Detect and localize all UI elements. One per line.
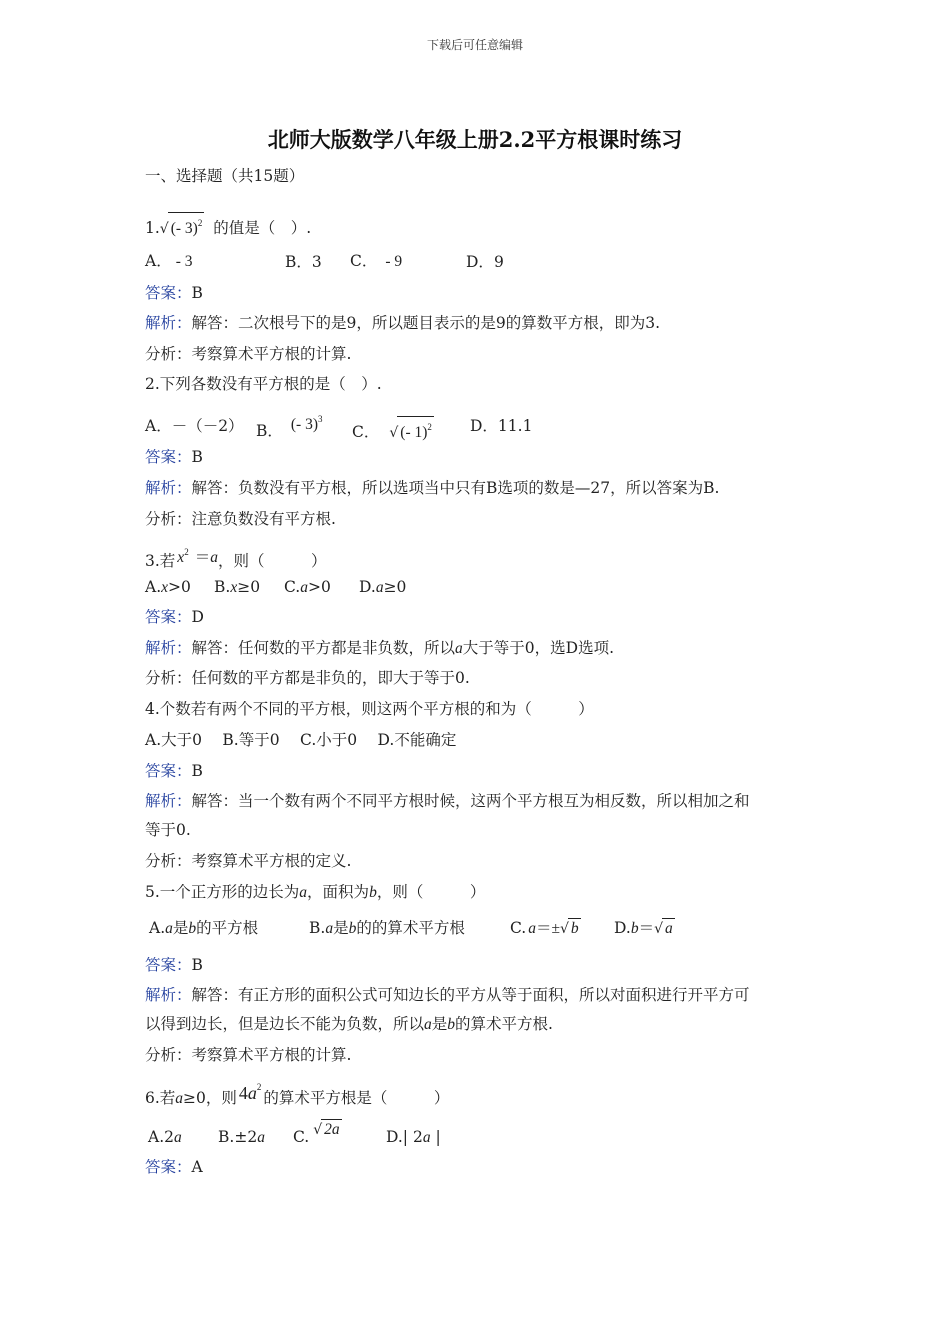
sqrt-sign: √	[560, 921, 569, 937]
q1-option-b: B．3	[285, 253, 322, 271]
sqrt-sign: √	[389, 425, 399, 441]
question-2: 2.下列各数没有平方根的是（ ）.	[145, 375, 382, 393]
q6-option-d: D.| 2a |	[386, 1128, 441, 1146]
question-1	[145, 212, 311, 239]
q1-radicand: (- 3)$^2$	[168, 212, 205, 239]
q6-option-b: B.±2a	[218, 1128, 265, 1146]
q2-option-b: B． (- 3)$^3$	[256, 414, 323, 440]
q1-stem: 的值是（ ）.	[213, 219, 312, 237]
q3-option-c: C.a>0	[284, 578, 331, 596]
q5-option-d: D.b＝√ a	[614, 919, 673, 937]
sqrt-sign: √	[654, 921, 663, 937]
q5-note: 分析：考察算术平方根的计算.	[145, 1046, 352, 1064]
q4-options: A.大于0 B.等于0 C.小于0 D.不能确定	[145, 731, 457, 749]
q5-analysis: 解析：解答：有正方形的面积公式可知边长的平方从等于面积，所以对面积进行开平方可	[145, 986, 750, 1004]
q1-answer: 答案：B	[145, 284, 203, 302]
q4-analysis: 解析：解答：当一个数有两个不同平方根时候，这两个平方根互为相反数，所以相加之和	[145, 792, 750, 810]
document-title: 北师大版数学八年级上册2.2平方根课时练习	[267, 127, 683, 152]
q6-option-c: C. √ 2a	[293, 1121, 340, 1146]
sqrt-sign: √	[159, 221, 169, 237]
q4-answer: 答案：B	[145, 762, 203, 780]
section-heading: 一、选择题（共15题）	[145, 167, 305, 185]
sqrt-sign: √	[313, 1122, 323, 1138]
q5-analysis-cont: 以得到边长，但是边长不能为负数，所以a是b的算术平方根.	[145, 1015, 553, 1033]
q5-option-a: A.a是b的平方根	[149, 919, 259, 937]
q2-analysis: 解析：解答：负数没有平方根，所以选项当中只有B选项的数是—27，所以答案为B.	[145, 479, 720, 497]
question-5: 5.一个正方形的边长为a，面积为b，则（ ）	[145, 883, 486, 901]
question-6: 6.若a≥0，则 $4a^2$的算术平方根是（ ）	[145, 1082, 450, 1107]
q1-analysis: 解析：解答：二次根号下的是9，所以题目表示的是9的算数平方根，即为3.	[145, 314, 661, 332]
q3-answer: 答案：D	[145, 608, 204, 626]
q2-option-d: D．11.1	[470, 417, 533, 435]
q3-note: 分析：任何数的平方都是非负的，即大于等于0.	[145, 669, 470, 687]
q1-option-d: D．9	[466, 253, 504, 271]
q1-option-a: A． - 3	[145, 252, 193, 270]
q2-c-radicand: (- 1)$^2$	[397, 416, 434, 443]
q2-answer: 答案：B	[145, 448, 203, 466]
q2-option-a: A．－（－2）	[145, 417, 244, 435]
q5-option-c: C. a＝±√ b	[510, 919, 579, 937]
q6-answer: 答案：A	[145, 1158, 203, 1176]
page-header: 下载后可任意编辑	[426, 38, 523, 52]
q2-note: 分析：注意负数没有平方根.	[145, 510, 336, 528]
q4-analysis-cont: 等于0.	[145, 821, 191, 839]
question-4: 4.个数若有两个不同的平方根，则这两个平方根的和为（ ）	[145, 700, 594, 718]
q5-answer: 答案：B	[145, 956, 203, 974]
q1-number: 1.	[145, 219, 160, 237]
q6-option-a: A.2a	[148, 1128, 182, 1146]
q3-analysis: 解析：解答：任何数的平方都是非负数，所以a大于等于0，选D选项.	[145, 639, 614, 657]
q3-option-b: B.x≥0	[214, 578, 261, 596]
q1-note: 分析：考察算术平方根的计算.	[145, 345, 352, 363]
q5-option-b: B.a是b的的算术平方根	[309, 919, 465, 937]
question-3: 3.若 $x^2 =a$，则（ ）	[145, 547, 327, 570]
q2-option-c: C． √ (- 1)$^2$	[352, 416, 434, 443]
q1-option-c: C． - 9	[350, 252, 403, 270]
q3-option-a: A.x>0	[145, 578, 191, 596]
q4-note: 分析：考察算术平方根的定义.	[145, 852, 352, 870]
q3-option-d: D.a≥0	[359, 578, 407, 596]
